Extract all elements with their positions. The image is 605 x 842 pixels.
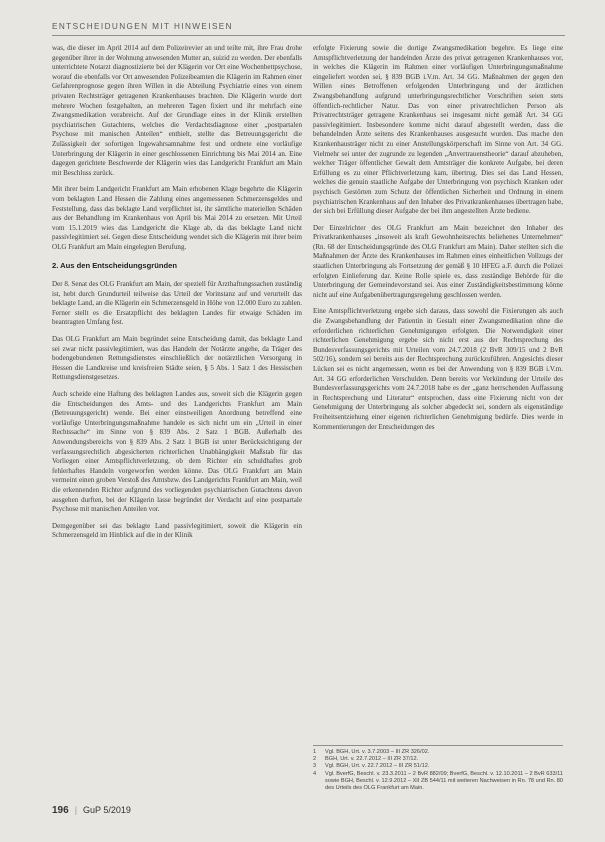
paragraph: Das OLG Frankfurt am Main begründet seine Entscheidung damit, das beklagte Land sei zwar nicht passivlegitimiert, was das Handeln der Notärzte angehe, da Träger des bodengebundenen Rettungsdienstes einschließlich der notärztlichen Versorgung in Hessen die Landkreise und kreisfreien Städte seien, § 5 Abs. 1 Satz 1 des Hessischen Rettungsdienstgesetzes. (52, 335, 302, 382)
paragraph: was, die dieser im April 2014 auf dem Polizeirevier an und teilte mit, ihre Frau drohe gegenüber ihrer in der Wohnung anwesenden Mutter an, suizid zu werden. Der ebenfalls unterrichtete Notarzt diagnostizierte bei der Klägerin vor Ort eine Wochenbettpsychose, worauf die ebenfalls vor Ort anwesenden Polizeibeamten die Klägerin im Rahmen einer Gefahrenprognose gegen ihren Willen in die Abteilung Psychiatrie eines von einem privaten Rechtsträger getragenen Krankenhauses brachten. Die Klägerin wurde dort mehrere Wochen festgehalten, an mehreren Tagen fixiert und ihr mehrfach eine Zwangsmedikation verabreicht. Auf der Grundlage eines in der Klinik erstellten psychiatrischen Gutachtens, welches die Verdachtsdiagnose einer „postpartalen Psychose mit manischen Anteilen“ enthielt, stellte das Betreuungsgericht die Zulässigkeit der sofortigen Ingewahrsamnahme fest und ordnete eine vorläufige Unterbringung der Klägerin in einer geschlossenen Einrichtung bis Mai 2014 an. Eine dagegen gerichtete Beschwerde der Klägerin wies das Landgericht Frankfurt am Main mit Beschluss zurück. (52, 44, 302, 177)
paragraph: Mit ihrer beim Landgericht Frankfurt am Main erhobenen Klage begehrte die Klägerin vom beklagten Land Hessen die Zahlung eines angemessenen Schmerzensgeldes und Feststellung, dass das beklagte Land verpflichtet ist, ihr sämtliche materiellen Schäden aus der Behandlung im Krankenhaus von April bis Mai 2014 zu ersetzen. Mit Urteil vom 15.1.2019 wies das Landgericht die Klage ab, da das beklagte Land nicht passivlegitimiert sei. Gegen diese Entscheidung wendet sich die Klägerin mit ihrer beim OLG Frankfurt am Main eingelegten Berufung. (52, 185, 302, 251)
running-header: ENTSCHEIDUNGEN MIT HINWEISEN (52, 22, 233, 31)
header-rule (52, 35, 565, 36)
footnote-text: Vgl. BverfG, Beschl. v. 23.3.2011 – 2 BvR 882/09; BverfG, Beschl. v. 12.10.2011 – 2 BvR 633/11 sowie BGH, Beschl. v. 12.9.2012 – XII ZB 544/11 mit weiteren Nachweisen in Rn. 78 und Rn. 80 des Urteils des OLG Frankfurt am Main. (325, 770, 563, 792)
section-heading: 2. Aus den Entscheidungsgründen (52, 261, 178, 271)
journal-issue: GuP 5/2019 (83, 805, 131, 815)
footnote-text: BGH, Urt. v. 22.7.2012 – III ZR 37/12. (325, 756, 419, 763)
paragraph: Der 8. Senat des OLG Frankfurt am Main, der speziell für Arzthaftungssachen zuständig ist, hebt durch Grundurteil teilweise das Urteil der Vorinstanz auf und verurteilt das beklagte Land, an die Klägerin ein Schmerzensgeld in Höhe von 12.000 Euro zu zahlen. Ferner stellt es die Ersatzpflicht des beklagten Landes für etwaige Schäden im beantragten Umfang fest. (52, 280, 302, 327)
left-column (52, 44, 302, 548)
page-footer (52, 805, 131, 816)
right-column (313, 44, 563, 439)
paragraph: Eine Amtspflichtverletzung ergebe sich daraus, dass sowohl die Fixierungen als auch die Zwangsbehandlung der Patientin in Gestalt einer Zwangsmedikation ohne die erforderlichen richterlichen Genehmigungen erfolgten. Die Notwendigkeit einer richterlichen Genehmigung ergebe sich nicht erst aus der Rechtsprechung des Bundesverfassungsgerichts mit Urteilen vom 24.7.2018 (2 BvR 309/15 und 2 BvR 502/16), sondern sei bereits aus der Rechtsprechung zurückzuführen. Angesichts dieser Lücken sei es nicht angemessen, wenn es bei der Anwendung von § 839 BGB i.V.m. Art. 34 GG erforderlichen Verschulden. Denn bereits vor Verkündung der Urteile des Bundesverfassungsgerichts vom 24.7.2018 habe es der „ganz herrschenden Auffassung in Rechtsprechung und Literatur“ entsprochen, dass eine Fixierung nicht von der Genehmigung der Unterbringung als solcher abgedeckt sei, sondern als eigenständige Freiheitsentziehung einer eigenen richterlichen Genehmigung bedürfe. Dies werde in Kommentierungen der Entscheidungen des (313, 307, 563, 431)
paragraph: Demgegenüber sei das beklagte Land passivlegitimiert, soweit die Klägerin ein Schmerzensgeld im Hinblick auf die in der Klinik (52, 521, 302, 540)
footnote (313, 763, 563, 770)
paragraph: Der Einzelrichter des OLG Frankfurt am Main bezeichnet den Inhaber des Privatkrankenhauses „insoweit als kraft Gewohnheitsrechts beliehenes Unternehmen“ (Rn. 68 der Entscheidungsgründe des OLG Frankfurt am Main). Daher stellten sich die Maßnahmen der Ärzte des Krankenhauses im Rahmen eines einheitlichen Vollzugs der staatlichen Unterbringung als Fortsetzung der gemäß § 10 HFEG a.F. durch die Polizei erfolgten Einlieferung dar. Keine Rolle spiele es, dass zuständige Behörde für die Unterbringung der Gemeindevorstand sei. Aus einer Zuständigkeitsbestimmung könne nicht auf eine Aufgabenübertragungsregelung geschlossen werden. (313, 223, 563, 299)
footnotes (313, 745, 563, 792)
footer-divider: | (74, 805, 78, 815)
footnote (313, 756, 563, 763)
footnote-number: 3 (313, 763, 317, 770)
footnote-number: 4 (313, 770, 317, 777)
footnote-number: 1 (313, 749, 317, 755)
page-number: 196 (52, 805, 69, 816)
footnote-text: Vgl. BGH, Urt. v. 3.7.2003 – III ZR 326/02. (325, 749, 430, 755)
footnote-number: 2 (313, 756, 317, 763)
paragraph: Auch scheide eine Haftung des beklagten Landes aus, soweit sich die Klägerin gegen die Entscheidungen des Amts- und des Landgerichts Frankfurt am Main (Betreuungsgericht) wende. Bei einer einstweiligen Anordnung betreffend eine vorläufige Unterbringungsmaßnahme handele es sich nicht um ein „Urteil in einer Rechtssache“ im Sinne von § 839 Abs. 2 Satz 1 BGB. Außerhalb des Anwendungsbereichs von § 839 Abs. 2 Satz 1 BGB ist unter Berücksichtigung der verfassungsrechtlich abgesicherten richterlichen Unabhängigkeit Maßstab für das Vorliegen einer Amtspflichtverletzung, ob dem Richter ein schuldhaftes grob fehlerhaftes Handeln vorgeworfen werden könne. Das OLG Frankfurt am Main vermeint einen groben Verstoß des Amtsbzw. des Landgerichts Frankfurt am Main, weil die erkennenden Richter aufgrund des vorliegenden psychiatrischen Gutachtens davon ausgehen durften, bei der Klägerin lasse begründet der Verdacht auf eine postpartale Psychose mit manischen Anteilen vor. (52, 390, 302, 514)
footnote (313, 771, 563, 793)
paragraph: erfolgte Fixierung sowie die dortige Zwangsmedikation begehre. Es liege eine Amtspflichtverletzung der handelnden Ärzte des privat getragenen Krankenhauses vor, in welches die Klägerin im Rahmen einer vorläufigen Unterbringungsmaßnahme eingeliefert worden sei, § 839 BGB i.V.m. Art. 34 GG. Maßnahmen der gegen den Willen eines Betroffenen erfolgenden Unterbringung und der ärztlichen Zwangsbehandlung aufgrund unterbringungsrechtlicher Vorschriften seien stets öffentlich-rechtlicher Natur. Das von einer privatrechtlichen Person als Privatrechtsträger getragene Krankenhaus sei insgesamt nicht gemäß Art. 34 GG passivlegitimiert. Insbesondere komme nicht darauf abgestellt werden, dass die behandelnden Ärzte seitens des Krankenhauses ausgesucht wurden. Das mache den Krankenhausträger nicht zu einer Anstellungskörperschaft im Sinne von Art. 34 GG. Vielmehr sei unter der zugrunde zu legenden „Anvertrauenstheorie“ darauf abzuheben, welcher Träger öffentlicher Gewalt dem Amtsträger die konkrete Aufgabe, bei deren Erfüllung es zu einer Pflichtverletzung kam, übertrug. Dies sei das Land Hessen, welches die genuin staatliche Aufgabe der Unterbringung von psychisch Kranken oder psychisch Gestörten zum Schutz der öffentlichen Sicherheit und Ordnung in einem psychiatrischen Krankenhaus auf den Inhaber des Privatkrankenhauses übertragen habe, der sich bei Erfüllung dieser Aufgabe der bei ihm angestellten Ärzte bediene. (313, 44, 563, 216)
footnote-text: Vgl. BGH, Urt. v. 22.7.2012 – III ZR 51/12. (325, 763, 430, 770)
footnote (313, 749, 563, 756)
